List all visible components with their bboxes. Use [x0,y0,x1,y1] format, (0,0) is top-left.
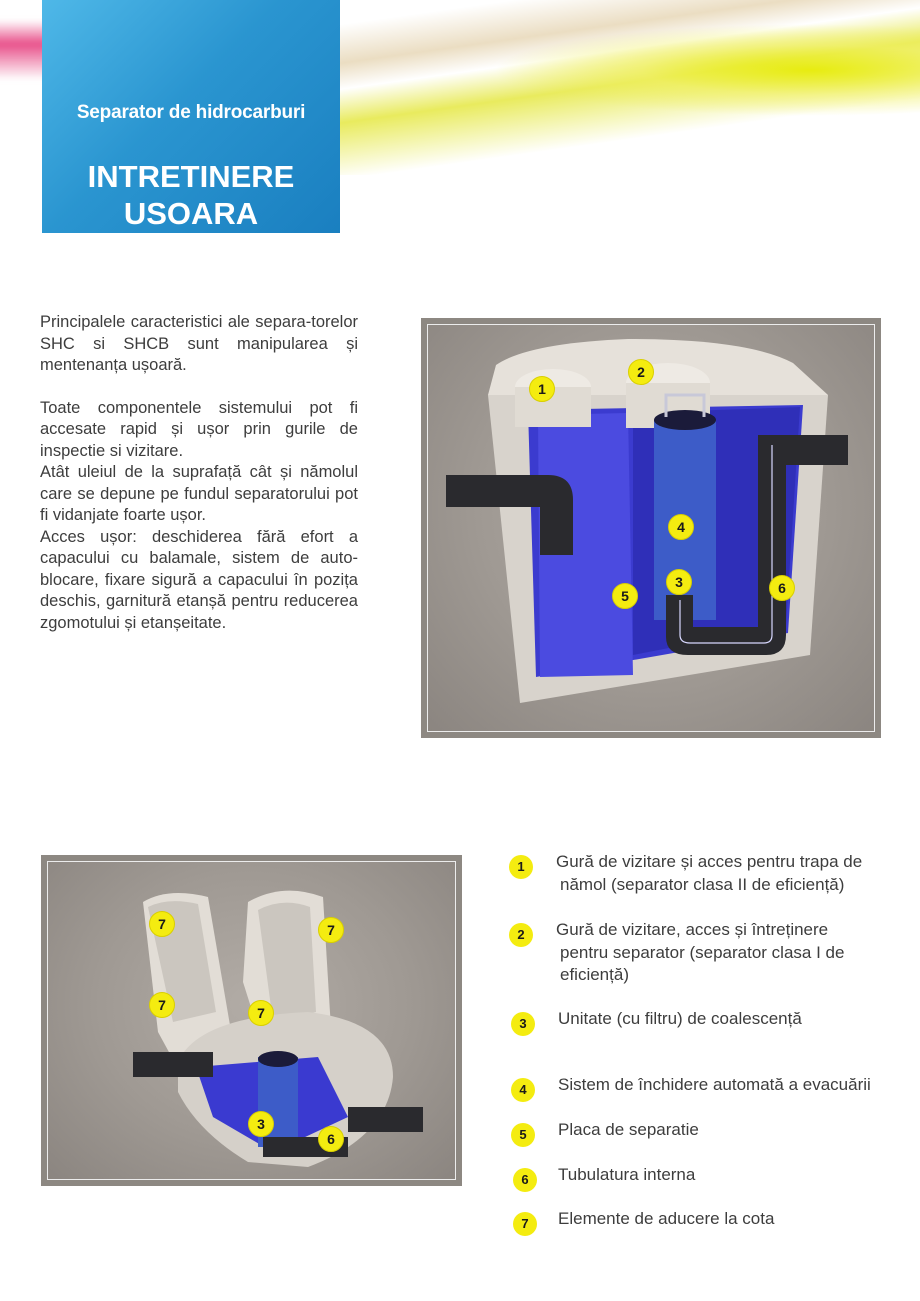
separator-illustration [428,325,874,731]
title-line-2: USOARA [123,196,259,231]
marker-7: 7 [318,917,344,943]
legend-text: Unitate (cu filtru) de coalescență [558,1009,802,1028]
legend-badge: 4 [511,1078,535,1102]
title-line-1: INTRETINERE [87,159,295,194]
marker-6: 6 [318,1126,344,1152]
marker-4: 4 [668,514,694,540]
extension-elements-image [41,855,462,1186]
marker-5: 5 [612,583,638,609]
page-title [42,158,340,232]
legend-badge: 3 [511,1012,535,1036]
paragraph-4: Acces ușor: deschiderea fără efort a capacului cu balamale, sistem de auto-blocare, fixare sigură a capacului în pozița deschis, garnitură etanșă pentru reducerea zgomotului și etanșeitate. [40,527,358,632]
legend-text: Tubulatura interna [558,1165,696,1184]
legend-text: Placa de separatie [558,1120,699,1139]
paragraph-2: Toate componentele sistemului pot fi accesate rapid și ușor prin gurile de inspectie si vizitare. [40,398,358,460]
paragraph-3: Atât uleiul de la suprafață cât și nămolul care se depune pe fundul separatorului pot fi vidanjate foarte ușor. [40,463,358,524]
legend-text: Elemente de aducere la cota [558,1209,775,1228]
marker-2: 2 [628,359,654,385]
legend-badge: 1 [509,855,533,879]
legend-badge: 5 [511,1123,535,1147]
separator-cutaway-image [421,318,881,738]
legend-badge: 7 [513,1212,537,1236]
marker-3: 3 [248,1111,274,1137]
marker-6: 6 [769,575,795,601]
marker-7: 7 [149,992,175,1018]
legend-badge: 2 [509,923,533,947]
marker-7: 7 [149,911,175,937]
title-box [42,0,340,233]
yellow-swoosh [330,0,920,175]
legend-badge: 6 [513,1168,537,1192]
image-canvas [47,861,456,1180]
marker-7: 7 [248,1000,274,1026]
legend-text: Sistem de închidere automată a evacuării [558,1075,871,1094]
body-text [40,312,358,634]
legend-text: Gură de vizitare și acces pentru trapa de nămol (separator clasa II de eficiență) [556,852,863,894]
marker-3: 3 [666,569,692,595]
paragraph-1: Principalele caracteristici ale separa-torelor SHC si SHCB sunt manipularea și mentenanța ușoară. [40,313,358,374]
page-subtitle: Separator de hidrocarburi [76,102,306,123]
image-canvas [427,324,875,732]
legend-text: Gură de vizitare, acces și întreținere pentru separator (separator clasa I de eficiență) [556,920,845,984]
marker-1: 1 [529,376,555,402]
